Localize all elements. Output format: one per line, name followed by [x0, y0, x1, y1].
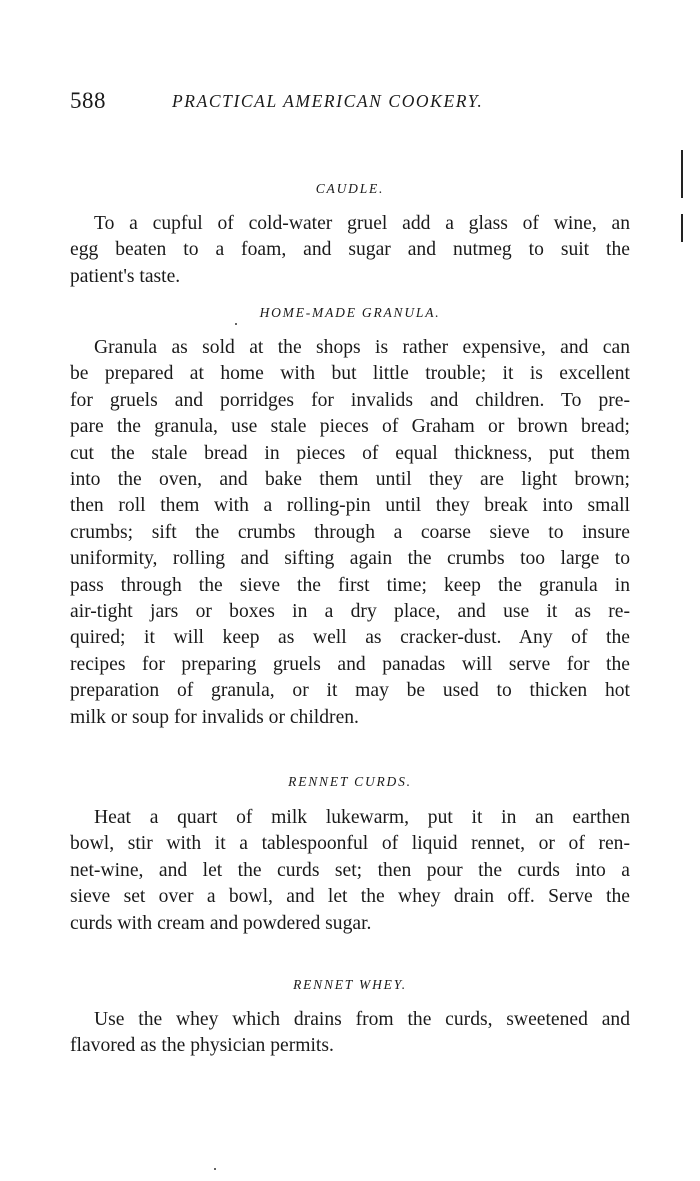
recipe-heading-rennet-curds: RENNET CURDS. [288, 774, 412, 789]
text-line: Use the whey which drains from the curds, sweetened and [94, 1009, 630, 1030]
text-line: uniformity, rolling and sifting again the crumbs too large to [70, 548, 630, 570]
text-line: curds with cream and powdered sugar. [70, 912, 372, 934]
text-line: preparation of granula, or it may be used to thicken hot [70, 680, 630, 702]
recipe-heading-rennet-whey: RENNET WHEY. [293, 977, 407, 992]
recipe-text-rennet-whey [70, 1007, 630, 1060]
recipe-heading-caudle: CAUDLE. [315, 181, 385, 196]
text-line: To a cupful of cold-water gruel add a glass of wine, an [94, 213, 630, 234]
text-line: Heat a quart of milk lukewarm, put it in an earthen [94, 807, 630, 828]
text-line: air-tight jars or boxes in a dry place, and use it as re- [70, 601, 630, 623]
ink-speck [214, 1168, 216, 1170]
running-head [70, 88, 630, 122]
book-title: PRACTICAL AMERICAN COOKERY. [172, 91, 484, 111]
page-number: 588 [70, 88, 106, 113]
text-line: pass through the sieve the first time; keep the granula in [70, 574, 630, 596]
text-line: recipes for preparing gruels and panadas will serve for the [70, 653, 630, 675]
text-line: patient's taste. [70, 265, 181, 287]
ink-speck [235, 323, 237, 325]
text-line: net-wine, and let the curds set; then pour the curds into a [70, 859, 630, 881]
text-line: then roll them with a rolling-pin until they break into small [70, 495, 630, 517]
recipe-text-granula [70, 335, 630, 731]
recipe-text-rennet-curds [70, 805, 630, 937]
text-line: cut the stale bread in pieces of equal thickness, put them [70, 442, 630, 464]
text-line: quired; it will keep as well as cracker-dust. Any of the [70, 627, 630, 649]
text-line: pare the granula, use stale pieces of Graham or brown bread; [70, 416, 630, 438]
text-line: bowl, stir with it a tablespoonful of liquid rennet, or of ren- [70, 833, 630, 855]
text-line: sieve set over a bowl, and let the whey drain off. Serve the [70, 886, 630, 908]
page-edge-mark [681, 214, 683, 242]
recipe-heading-granula: HOME-MADE GRANULA. [259, 305, 441, 320]
text-line: into the oven, and bake them until they are light brown; [70, 469, 630, 491]
text-line: milk or soup for invalids or children. [70, 706, 359, 728]
page-edge-mark [681, 150, 683, 198]
recipe-text-caudle [70, 211, 630, 290]
text-line: for gruels and porridges for invalids and children. To pre- [70, 389, 630, 411]
text-line: egg beaten to a foam, and sugar and nutmeg to suit the [70, 239, 630, 261]
text-line: crumbs; sift the crumbs through a coarse sieve to insure [70, 521, 630, 543]
text-line: Granula as sold at the shops is rather expensive, and can [94, 337, 630, 358]
text-line: flavored as the physician permits. [70, 1035, 334, 1057]
text-line: be prepared at home with but little trouble; it is excellent [70, 363, 630, 385]
